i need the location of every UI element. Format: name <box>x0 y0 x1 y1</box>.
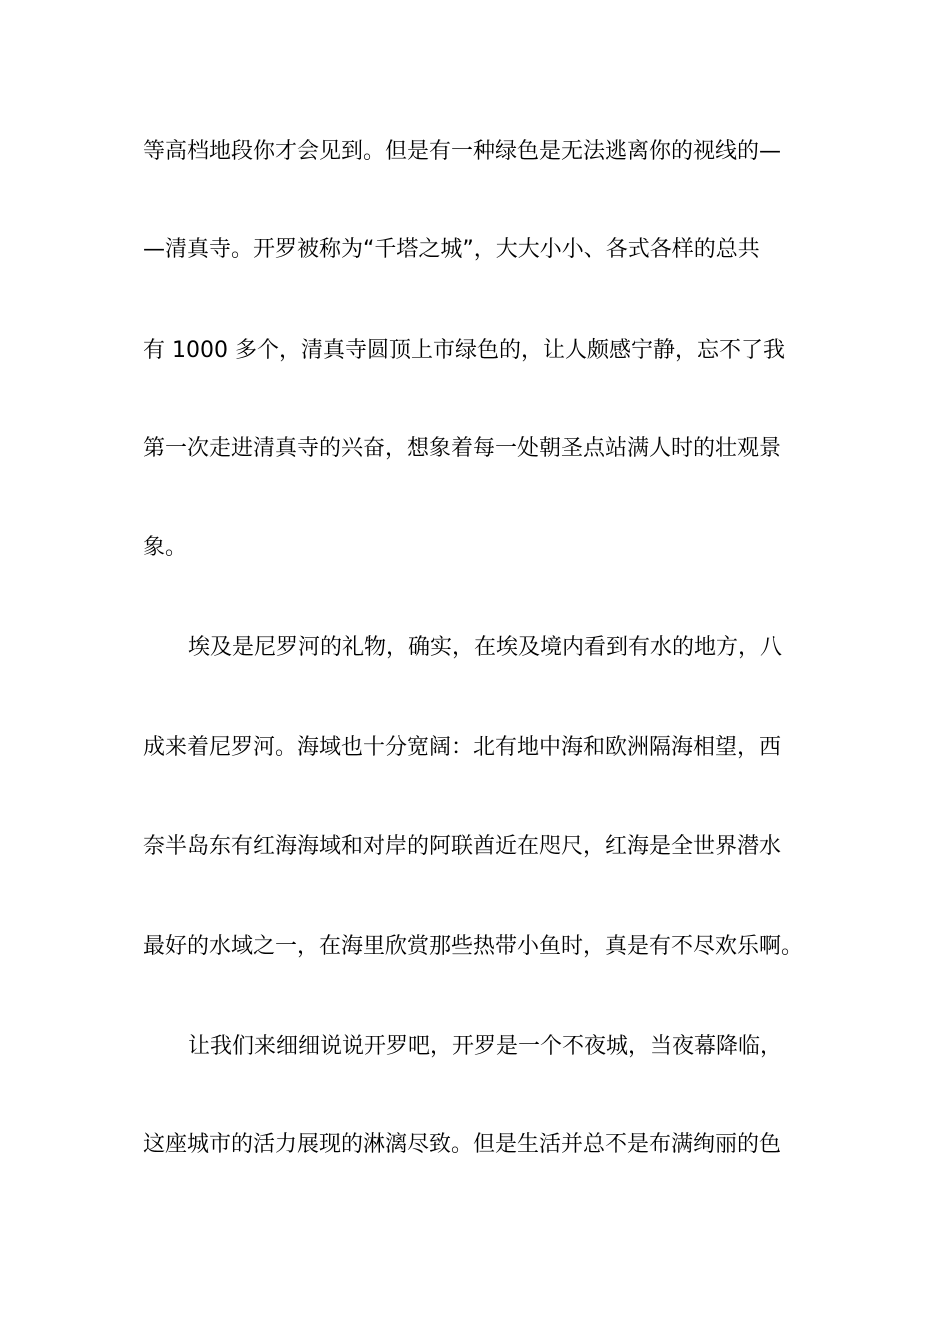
text-line: 这座城市的活力展现的淋漓尽致。但是生活并总不是布满绚丽的色 <box>143 1132 782 1157</box>
text-line: 最好的水域之一，在海里欣赏那些热带小鱼时，真是有不尽欢乐啊。 <box>143 934 804 959</box>
paragraph-first-line: 让我们来细细说说开罗吧，开罗是一个不夜城，当夜幕降临， <box>188 1034 783 1059</box>
text-line: 奈半岛东有红海海域和对岸的阿联酋近在咫尺，红海是全世界潜水 <box>143 834 782 859</box>
text-line: —清真寺。开罗被称为“千塔之城”，大大小小、各式各样的总共 <box>143 237 760 262</box>
text-line: 有 1000 多个，清真寺圆顶上市绿色的，让人颇感宁静，忘不了我 <box>143 338 785 363</box>
text-line: 象。 <box>143 535 188 560</box>
paragraph-first-line: 埃及是尼罗河的礼物，确实，在埃及境内看到有水的地方，八 <box>188 635 783 660</box>
text-line: 等高档地段你才会见到。但是有一种绿色是无法逃离你的视线的— <box>143 139 782 164</box>
text-line: 第一次走进清真寺的兴奋，想象着每一处朝圣点站满人时的壮观景 <box>143 436 782 461</box>
text-line: 成来着尼罗河。海域也十分宽阔：北有地中海和欧洲隔海相望，西 <box>143 735 782 760</box>
